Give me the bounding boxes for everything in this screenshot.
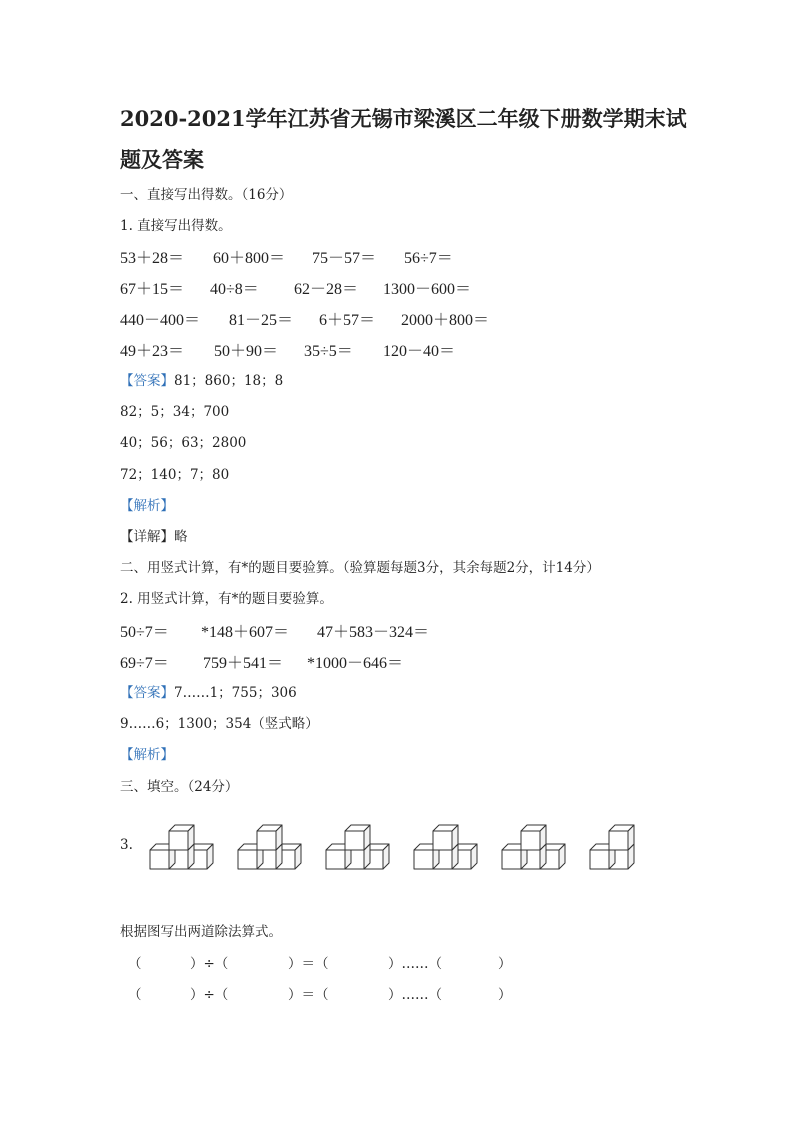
question2-label: 2. 用竖式计算，有*的题目要验算。 xyxy=(120,591,333,607)
equation: 2000＋800＝ xyxy=(401,312,490,329)
blank-remainder: ）……（ xyxy=(388,987,442,1003)
detail-tag: 【详解】 xyxy=(120,529,174,545)
blank-close: ） xyxy=(498,956,512,972)
equation: 53＋28＝ xyxy=(120,250,185,267)
doc-title-line2: 题及答案 xyxy=(120,147,204,172)
answer-text: 81；860；18；8 xyxy=(174,373,284,389)
equation: 69÷7＝ xyxy=(120,655,169,672)
answer-text: 82；5；34；700 xyxy=(120,404,230,420)
cube-group xyxy=(590,825,634,869)
question3-number: 3. xyxy=(120,837,133,853)
detail-text: 略 xyxy=(174,529,188,545)
blank-equals: ）＝（ xyxy=(288,956,329,972)
equation: 35÷5＝ xyxy=(304,343,353,360)
section1-heading: 一、直接写出得数。（16分） xyxy=(120,187,293,203)
equation: 47＋583－324＝ xyxy=(317,624,430,641)
cube-group xyxy=(238,825,301,869)
blank-remainder: ）……（ xyxy=(388,956,442,972)
doc-title-line1: 2020-2021学年江苏省无锡市梁溪区二年级下册数学期末试 xyxy=(120,106,687,131)
answer-line xyxy=(120,687,297,701)
section2-heading: 二、用竖式计算，有*的题目要验算。（验算题每题3分，其余每题2分，计14分） xyxy=(120,560,600,576)
answer-tag: 【答案】 xyxy=(120,685,174,701)
answer-tag: 【答案】 xyxy=(120,373,174,389)
answer-text: 9……6；1300；354（竖式略） xyxy=(120,716,319,732)
answer-line xyxy=(120,375,283,389)
analysis-tag: 【解析】 xyxy=(120,747,174,763)
answer-text: 40；56；63；2800 xyxy=(120,435,247,451)
blank-close: ） xyxy=(498,987,512,1003)
equation: 60＋800＝ xyxy=(213,250,286,267)
equation: 56÷7＝ xyxy=(404,250,453,267)
equation: 49＋23＝ xyxy=(120,343,185,360)
equation: 75－57＝ xyxy=(312,250,377,267)
equation: 1300－600＝ xyxy=(383,281,472,298)
cube-group xyxy=(414,825,477,869)
cube-group xyxy=(150,825,213,869)
question1-label: 1. 直接写出得数。 xyxy=(120,218,232,234)
equation: 50÷7＝ xyxy=(120,624,169,641)
detail-line xyxy=(120,531,188,545)
answer-text: 72；140；7；80 xyxy=(120,467,230,483)
cube-group xyxy=(502,825,565,869)
equation: 440－400＝ xyxy=(120,312,201,329)
blank-open: （ xyxy=(128,956,142,972)
equation: 6＋57＝ xyxy=(319,312,376,329)
blank-open: （ xyxy=(128,987,142,1003)
equation: *1000－646＝ xyxy=(307,655,404,672)
blank-equals: ）＝（ xyxy=(288,987,329,1003)
equation: 67＋15＝ xyxy=(120,281,185,298)
equation: 120－40＝ xyxy=(383,343,456,360)
equation: 50＋90＝ xyxy=(214,343,279,360)
blank-divide: ）÷（ xyxy=(190,956,229,972)
equation: *148＋607＝ xyxy=(201,624,290,641)
analysis-tag: 【解析】 xyxy=(120,498,174,514)
answer-text: 7……1；755；306 xyxy=(174,685,297,701)
cube-group xyxy=(326,825,389,869)
equation: 81－25＝ xyxy=(229,312,294,329)
equation: 62－28＝ xyxy=(294,281,359,298)
equation: 40÷8＝ xyxy=(210,281,259,298)
cube-figure xyxy=(150,818,650,874)
equation: 759＋541＝ xyxy=(203,655,284,672)
section3-heading: 三、填空。（24分） xyxy=(120,779,239,795)
blank-divide: ）÷（ xyxy=(190,987,229,1003)
question3-instruction: 根据图写出两道除法算式。 xyxy=(120,924,282,940)
